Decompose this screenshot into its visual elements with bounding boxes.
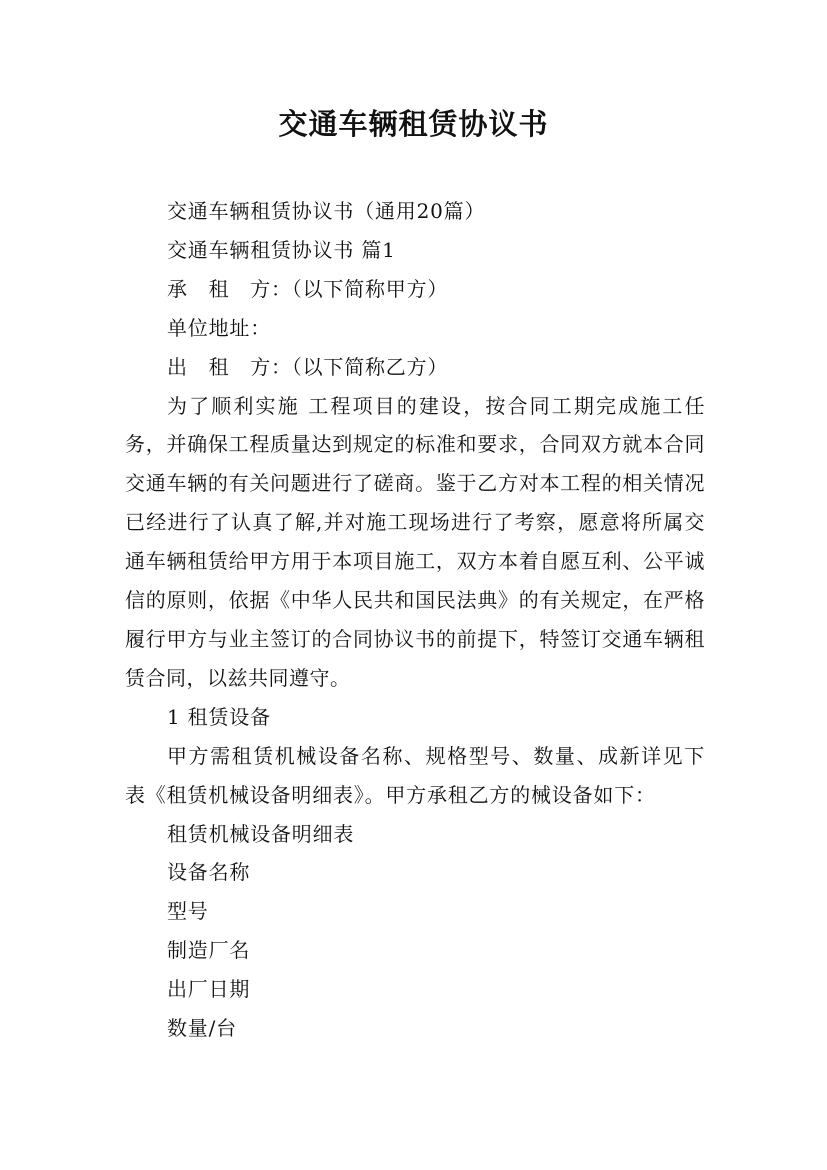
document-subtitle: 交通车辆租赁协议书（通用20篇） [167,199,486,223]
address-line: 单位地址： [167,315,271,340]
chapter-heading: 交通车辆租赁协议书 篇1 [167,237,396,262]
lessee-line: 承 租 方：（以下简称甲方） [167,276,449,301]
document-body [125,192,705,1048]
column-manufacturer: 制造厂名 [167,938,251,963]
intro-paragraph: 为了顺利实施 工程项目的建设，按合同工期完成施工任务，并确保工程质量达到规定的标准和要求，合同双方就本合同交通车辆的有关问题进行了磋商。鉴于乙方对本工程的相关情况已经进行了认真了解,并对施工现场进行了考察，愿意将所属交通车辆租赁给甲方用于本项目施工，双方本着自愿互利、公平诚信的原则，依据《中华人民共和国民法典》的有关规定，在严格履行甲方与业主签订的合同协议书的前提下，特签订交通车辆租赁合同，以兹共同遵守。 [125,393,705,690]
document-title: 交通车辆租赁协议书 [278,107,549,141]
table-title: 租赁机械设备明细表 [167,821,355,846]
lessor-line: 出 租 方：（以下简称乙方） [167,354,449,379]
column-model: 型号 [167,899,209,924]
column-manufacture-date: 出厂日期 [167,977,251,1002]
column-equipment-name: 设备名称 [167,860,251,885]
column-quantity: 数量/台 [167,1016,237,1041]
section-heading-equipment: 1 租赁设备 [167,704,271,729]
equipment-paragraph: 甲方需租赁机械设备名称、规格型号、数量、成新详见下表《租赁机械设备明细表》。甲方承租乙方的械设备如下： [125,743,705,807]
